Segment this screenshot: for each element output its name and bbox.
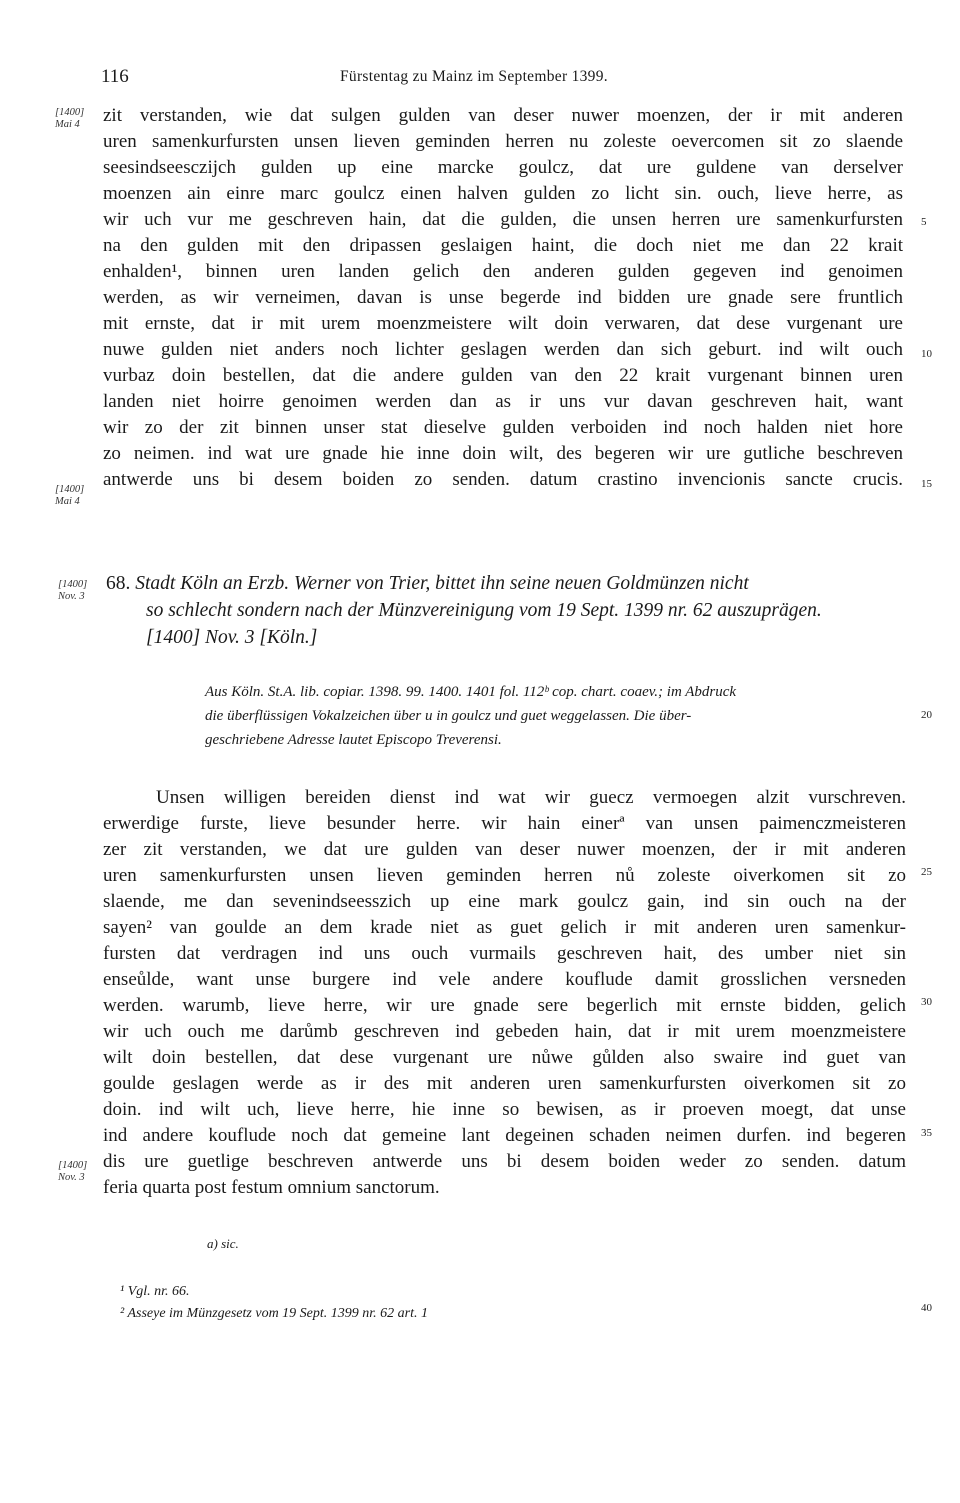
text-line: dis ure guetlige beschreven antwerde uns bi desem boiden weder zo senden. datum xyxy=(103,1151,906,1172)
text-block-previous xyxy=(103,103,903,493)
heading-line: Stadt Köln an Erzb. Werner von Trier, bittet ihn seine neuen Goldmünzen nicht xyxy=(135,573,749,594)
line-number: 35 xyxy=(921,1127,932,1139)
margin-date-end: [1400] Nov. 3 xyxy=(58,1160,88,1183)
line-number: 10 xyxy=(921,348,932,360)
line-number: 15 xyxy=(921,478,932,490)
text-block-letter xyxy=(103,785,906,1201)
text-line: enhalden¹, binnen uren landen gelich den anderen gulden gegeven ind genoimen xyxy=(103,261,903,282)
line-number: 40 xyxy=(921,1302,932,1314)
line-number: 25 xyxy=(921,866,932,878)
page-number: 116 xyxy=(101,66,129,87)
source-line: die überflüssigen Vokalzeichen über u in goulcz und guet weggelassen. Die über- xyxy=(205,708,692,724)
text-line: vurbaz doin bestellen, dat die andere gulden van den 22 krait vurgenant binnen uren xyxy=(103,365,903,386)
text-line: uren samenkurfursten unsen lieven geminden herren nů zoleste oiverkomen sit zo xyxy=(103,865,906,886)
text-line: wir zo der zit binnen unser stat dieselve gulden verboiden ind noch halden niet hore xyxy=(103,417,903,438)
text-line: uren samenkurfursten unsen lieven geminden herren nu zoleste oevercomen sit zo slaende xyxy=(103,131,903,152)
text-line: ind andere kouflude noch dat gemeine lant degeinen schaden neimen durfen. ind begeren xyxy=(103,1125,906,1146)
source-line: geschriebene Adresse lautet Episcopo Treverensi. xyxy=(205,732,502,748)
text-line: Unsen willigen bereiden dienst ind wat wir guecz vermoegen alzit vurschreven. xyxy=(156,787,906,808)
footnote: ² Asseye im Münzgesetz vom 19 Sept. 1399 nr. 62 art. 1 xyxy=(120,1306,429,1321)
text-line: nuwe gulden niet anders noch lichter geslagen werden dan sich geburt. ind wilt ouch xyxy=(103,339,903,360)
text-line: werden, as wir verneimen, davan is unse begerde ind bidden ure gnade sere fruntlich xyxy=(103,287,903,308)
text-line: wir uch ouch me darůmb geschreven ind gebeden hain, dat ir mit urem moenzmeistere xyxy=(103,1021,906,1042)
text-line: zit verstanden, wie dat sulgen gulden van deser nuwer moenzen, der ir mit anderen xyxy=(103,105,903,126)
text-line: na den gulden mit den dripassen geslaigen haint, die doch niet me dan 22 krait xyxy=(103,235,903,256)
text-line: slaende, me dan sevenindseesszich up eine mark goulcz gain, ind sin ouch na der xyxy=(103,891,906,912)
text-line: seesindseesczijch gulden up eine marcke goulcz, dat ure guldene van derselver xyxy=(103,157,903,178)
text-line: mit ernste, dat ir mit urem moenzmeistere wilt doin verwaren, dat dese vurgenant ure xyxy=(103,313,903,334)
text-line: erwerdige furste, lieve besunder herre. wir hain einerª van unsen paimenczmeisteren xyxy=(103,813,906,834)
text-line: werden. warumb, lieve herre, wir ure gnade sere begerlich mit ernste bidden, gelich xyxy=(103,995,906,1016)
text-line: goulde geslagen werde as ir des mit anderen uren samenkurfursten oiverkomen sit zo xyxy=(103,1073,906,1094)
text-line: sayen² van goulde an dem krade niet as guet gelich ir mit anderen uren samenkur- xyxy=(103,917,906,938)
text-line: landen niet hoirre genoimen werden dan as ir uns vur davan geschreven hait, want xyxy=(103,391,903,412)
margin-date-mid: [1400] Mai 4 xyxy=(55,484,85,507)
running-head: Fürstentag zu Mainz im September 1399. xyxy=(340,68,608,85)
heading-line: [1400] Nov. 3 [Köln.] xyxy=(146,627,318,648)
document-number: 68. xyxy=(106,573,131,594)
line-number: 20 xyxy=(921,709,932,721)
footnote: ¹ Vgl. nr. 66. xyxy=(120,1284,190,1299)
text-line: zer zit verstanden, we dat ure gulden van deser nuwer moenzen, der ir mit anderen xyxy=(103,839,906,860)
margin-date-top: [1400] Mai 4 xyxy=(55,107,85,130)
line-number: 30 xyxy=(921,996,932,1008)
text-line: fursten dat verdragen ind uns ouch vurmails geschreven hait, des umber niet sin xyxy=(103,943,906,964)
text-line: enseůlde, want unse burgere ind vele andere kouflude damit grosslichen versneden xyxy=(103,969,906,990)
text-line: doin. ind wilt uch, lieve herre, hie inne so bewisen, as ir proeven moegt, dat unse xyxy=(103,1099,906,1120)
text-line: wir uch vur me geschreven hain, dat die gulden, die unsen herren ure samenkurfursten xyxy=(103,209,903,230)
line-number: 5 xyxy=(921,216,927,228)
source-line: Aus Köln. St.A. lib. copiar. 1398. 99. 1400. 1401 fol. 112ᵇ cop. chart. coaev.; im Abdruck xyxy=(205,684,737,700)
source-note xyxy=(205,680,905,752)
heading-line: so schlecht sondern nach der Münzvereinigung vom 19 Sept. 1399 nr. 62 auszuprägen. xyxy=(146,600,822,621)
margin-date-doc: [1400] Nov. 3 xyxy=(58,579,88,602)
textual-footnote: a) sic. xyxy=(207,1236,239,1251)
text-line: wilt doin bestellen, dat dese vurgenant ure nůwe gůlden also swaire ind guet van xyxy=(103,1047,906,1068)
text-line: feria quarta post festum omnium sanctorum. xyxy=(103,1177,440,1198)
text-line: moenzen ain einre marc goulcz einen halven gulden zo licht sin. ouch, lieve herre, as xyxy=(103,183,903,204)
document-heading xyxy=(106,570,906,651)
text-line: antwerde uns bi desem boiden zo senden. datum crastino invencionis sancte crucis. xyxy=(103,469,903,490)
text-line: zo neimen. ind wat ure gnade hie inne doin wilt, des begeren wir ure gutliche beschreven xyxy=(103,443,903,464)
